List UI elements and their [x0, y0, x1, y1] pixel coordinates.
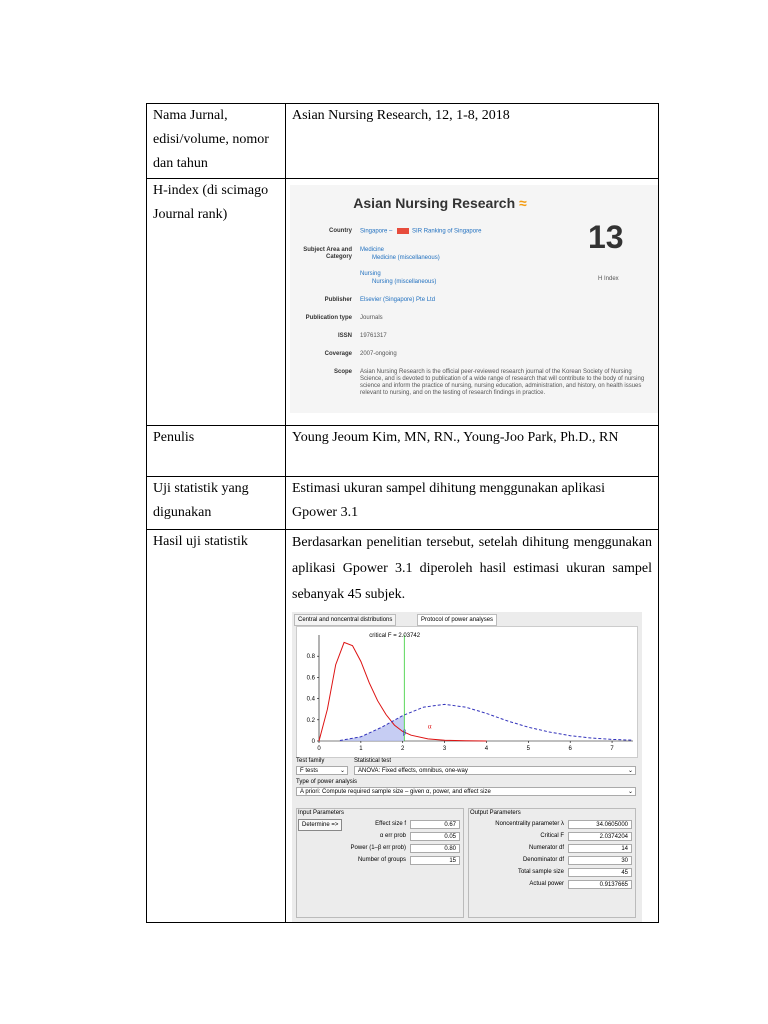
x-tick-label: 3	[442, 746, 447, 752]
row-h-index	[147, 179, 659, 426]
value-h-index	[286, 179, 659, 426]
y-tick-label: 0.2	[306, 717, 315, 724]
groups-field[interactable]: 15	[410, 856, 460, 865]
output-parameters-title: Output Parameters	[470, 810, 521, 816]
input-parameters-title: Input Parameters	[298, 810, 345, 816]
label-authors: Penulis	[147, 426, 286, 477]
stat-test-label: Statistical test	[354, 758, 392, 764]
country-label: Country	[329, 228, 352, 234]
scimago-screenshot	[290, 185, 658, 413]
denominator-df-label: Denominator df	[522, 857, 564, 863]
distribution-plot	[296, 626, 638, 758]
noncentrality-label: Noncentrality parameter λ	[495, 821, 564, 827]
value-stat-test: Estimasi ukuran sampel dihitung menggunakan aplikasi Gpower 3.1	[286, 477, 659, 530]
gpower-screenshot	[292, 612, 642, 922]
analysis-type-select[interactable]: A priori: Compute required sample size – given α, power, and effect size ⌄	[296, 787, 636, 796]
subject-medicine[interactable]: Medicine	[360, 247, 385, 253]
subject-nursing-misc[interactable]: Nursing (miscellaneous)	[372, 279, 437, 285]
y-tick-label: 0.4	[306, 696, 315, 703]
x-tick-label: 4	[484, 746, 489, 752]
result-text: Berdasarkan penelitian tersebut, setelah dihitung menggunakan aplikasi Gpower 3.1 diperoleh hasil estimasi ukuran sampel sebanyak 45 subjek.	[292, 535, 652, 602]
test-family-label: Test family	[296, 758, 325, 764]
stat-test-select[interactable]: ANOVA: Fixed effects, omnibus, one-way ⌄	[354, 766, 636, 775]
issn-label: ISSN	[337, 333, 352, 339]
label-stat-result: Hasil uji statistik	[147, 530, 286, 923]
y-tick-label: 0	[311, 739, 315, 745]
flag-icon	[397, 228, 409, 234]
value-journal-name: Asian Nursing Research, 12, 1-8, 2018	[286, 104, 659, 179]
groups-label: Number of groups	[357, 857, 406, 863]
publisher-value[interactable]: Elsevier (Singapore) Pte Ltd	[360, 297, 436, 303]
x-tick-label: 5	[526, 746, 531, 752]
row-stat-test	[147, 477, 659, 530]
subject-nursing[interactable]: Nursing	[360, 271, 381, 277]
power-label: Power (1–β err prob)	[350, 845, 406, 851]
denominator-df-field: 30	[568, 856, 632, 865]
coverage-label: Coverage	[324, 351, 352, 357]
open-access-icon: ≈	[519, 195, 527, 211]
label-h-index: H-index (di scimago Journal rank)	[147, 179, 286, 426]
value-authors: Young Jeoum Kim, MN, RN., Young-Joo Park, Ph.D., RN	[286, 426, 659, 477]
total-sample-label: Total sample size	[517, 869, 564, 875]
issn-value: 19761317	[360, 333, 387, 339]
distribution-chart	[297, 627, 637, 757]
label-journal-name: Nama Jurnal, edisi/volume, nomor dan tahun	[147, 104, 286, 179]
x-tick-label: 7	[610, 746, 614, 752]
alpha-label: α err prob	[379, 833, 406, 839]
alpha-field[interactable]: 0.05	[410, 832, 460, 841]
publisher-label: Publisher	[324, 297, 352, 303]
row-journal-name	[147, 104, 659, 179]
coverage-value: 2007-ongoing	[360, 351, 397, 357]
country-value: Singapore – SIR Ranking of Singapore	[360, 228, 482, 235]
scope-label: Scope	[333, 369, 352, 375]
row-authors	[147, 426, 659, 477]
y-tick-label: 0.6	[306, 675, 315, 682]
x-tick-label: 6	[568, 746, 572, 752]
scimago-title: Asian Nursing Research ≈	[353, 195, 527, 211]
chevron-down-icon: ⌄	[627, 768, 633, 774]
analysis-type-label: Type of power analysis	[296, 779, 358, 785]
journal-review-table	[146, 103, 659, 923]
tab-distributions[interactable]: Central and noncentral distributions	[294, 614, 396, 626]
effect-size-field[interactable]: 0.67	[410, 820, 460, 829]
critical-f-label: Critical F	[540, 833, 564, 839]
value-stat-result	[286, 530, 659, 923]
determine-button[interactable]: Determine =>	[298, 819, 342, 831]
scope-value: Asian Nursing Research is the official peer-reviewed research journal of the Korean Society of Nursing Science, and is devoted to publication of a wide range of research that will contribute to the body of nursing science and inform the practice of nursing, nursing education, administration, and history, on health issues relevant to nursing, and on the testing of research findings in practice.	[360, 369, 645, 396]
numerator-df-field: 14	[568, 844, 632, 853]
critical-f-field: 2.0374204	[568, 832, 632, 841]
power-field[interactable]: 0.80	[410, 844, 460, 853]
beta-region	[340, 716, 404, 741]
tab-protocol[interactable]: Protocol of power analyses	[417, 614, 497, 626]
row-stat-result	[147, 530, 659, 923]
x-tick-label: 1	[359, 746, 363, 752]
test-family-select[interactable]: F tests ⌄	[296, 766, 348, 775]
actual-power-field: 0.9137665	[568, 880, 632, 889]
subject-medicine-misc[interactable]: Medicine (miscellaneous)	[372, 255, 440, 261]
critical-label: critical F = 2.03742	[369, 633, 421, 639]
y-tick-label: 0.8	[306, 654, 315, 661]
chevron-down-icon: ⌄	[627, 789, 633, 795]
chevron-down-icon: ⌄	[339, 768, 345, 774]
actual-power-label: Actual power	[529, 881, 564, 887]
total-sample-field: 45	[568, 868, 632, 877]
h-index-value: 13	[588, 219, 624, 255]
alpha-label: α	[427, 722, 432, 731]
x-tick-label: 0	[317, 746, 321, 752]
h-index-label: H Index	[598, 276, 619, 282]
effect-size-label: Effect size f	[375, 821, 406, 827]
label-stat-test: Uji statistik yang digunakan	[147, 477, 286, 530]
pubtype-label: Publication type	[305, 315, 352, 321]
numerator-df-label: Numerator df	[528, 845, 564, 851]
noncentrality-field: 34.0605000	[568, 820, 632, 829]
x-tick-label: 2	[401, 746, 405, 752]
pubtype-value: Journals	[360, 315, 383, 321]
subject-label: Subject Area and Category	[303, 247, 352, 260]
beta-label: β	[402, 728, 407, 737]
